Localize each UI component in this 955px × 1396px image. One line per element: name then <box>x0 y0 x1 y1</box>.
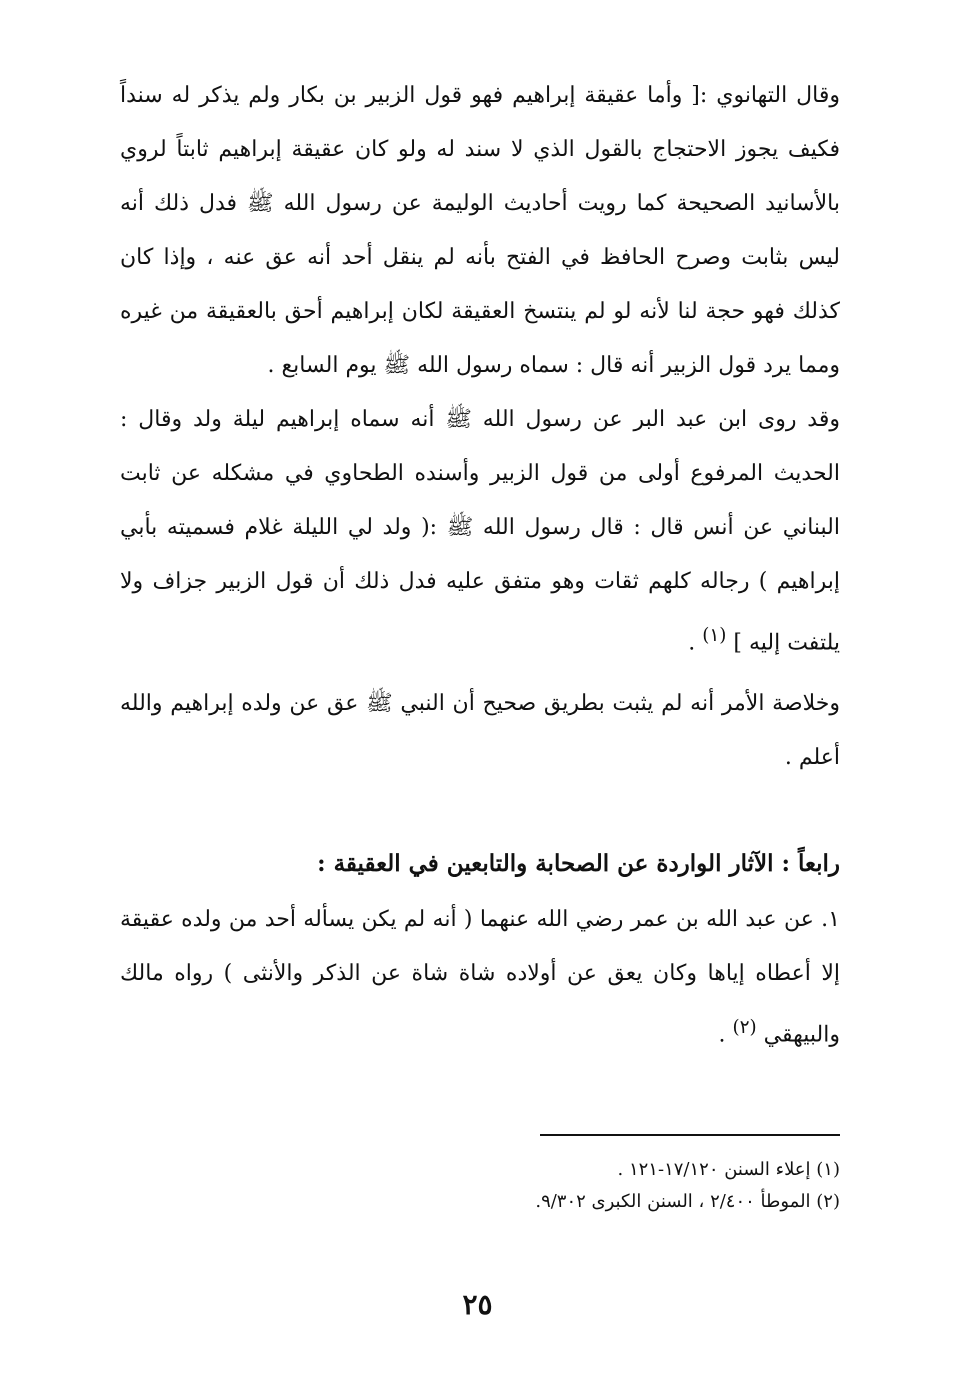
paragraph-conclusion: وخلاصة الأمر أنه لم يثبت بطريق صحيح أن النبي ﷺ عق عن ولده إبراهيم والله أعلم . <box>120 691 840 770</box>
footnote-2: (٢) الموطأ ٢/٤٠٠ ، السنن الكبرى ٩/٣٠٢. <box>535 1191 840 1212</box>
footnote-divider <box>540 1134 840 1136</box>
page-number: ٢٥ <box>462 1288 493 1321</box>
paragraph-text: ١. عن عبد الله بن عمر رضي الله عنهما ( أنه لم يكن يسأله أحد من ولده عقيقة إلا أعطاه إياها وكان يعق عن أولاده شاة شاة عن الذكر والأنثى ) رواه مالك والبيهقي <box>120 907 840 1048</box>
paragraph-text: وقد روى ابن عبد البر عن رسول الله ﷺ أنه سماه إبراهيم ليلة ولد وقال : الحديث المرفوع أولى من قول الزبير وأسنده الطحاوي في مشكله عن ثابت البناني عن أنس قال : قال رسول الله ﷺ :( ولد لي الليلة غلام فسميته بأبي إبراهيم ) رجاله كلهم ثقات وهو متفق عليه فدل ذلك أن قول الزبير جزاف ولا يلتفت إليه ] <box>120 407 840 656</box>
footnote-reference-1: (١) <box>702 625 727 646</box>
paragraph-end: . <box>718 1022 726 1048</box>
footnote-reference-2: (٢) <box>732 1017 757 1038</box>
paragraph-end: . <box>688 630 696 656</box>
footnotes <box>300 1154 840 1218</box>
paragraph-ibn-umar <box>120 893 840 1062</box>
paragraph-ibn-abd-al-barr <box>120 393 840 670</box>
section-heading: رابعاً : الآثار الواردة عن الصحابة والتابعين في العقيقة : <box>317 850 840 877</box>
paragraph-tahanawi-quote: وقال التهانوي :[ وأما عقيقة إبراهيم فهو قول الزبير بن بكار ولم يذكر له سنداً فكيف يجوز الاحتجاج بالقول الذي لا سند له ولو كان عقيقة إبراهيم ثابتاً لروي بالأسانيد الصحيحة كما رويت أحاديث الوليمة عن رسول الله ﷺ فدل ذلك أنه ليس بثابت وصرح الحافظ في الفتح بأنه لم ينقل أحد أنه عق عنه ، وإذا كان كذلك فهو حجة لنا لأنه لو لم ينتسخ العقيقة لكان إبراهيم أحق بالعقيقة من غيره ومما يرد قول الزبير أنه قال : سماه رسول الله ﷺ يوم السابع . <box>120 83 841 378</box>
footnote-1: (١) إعلاء السنن ١٧/١٢٠-١٢١ . <box>617 1159 840 1180</box>
